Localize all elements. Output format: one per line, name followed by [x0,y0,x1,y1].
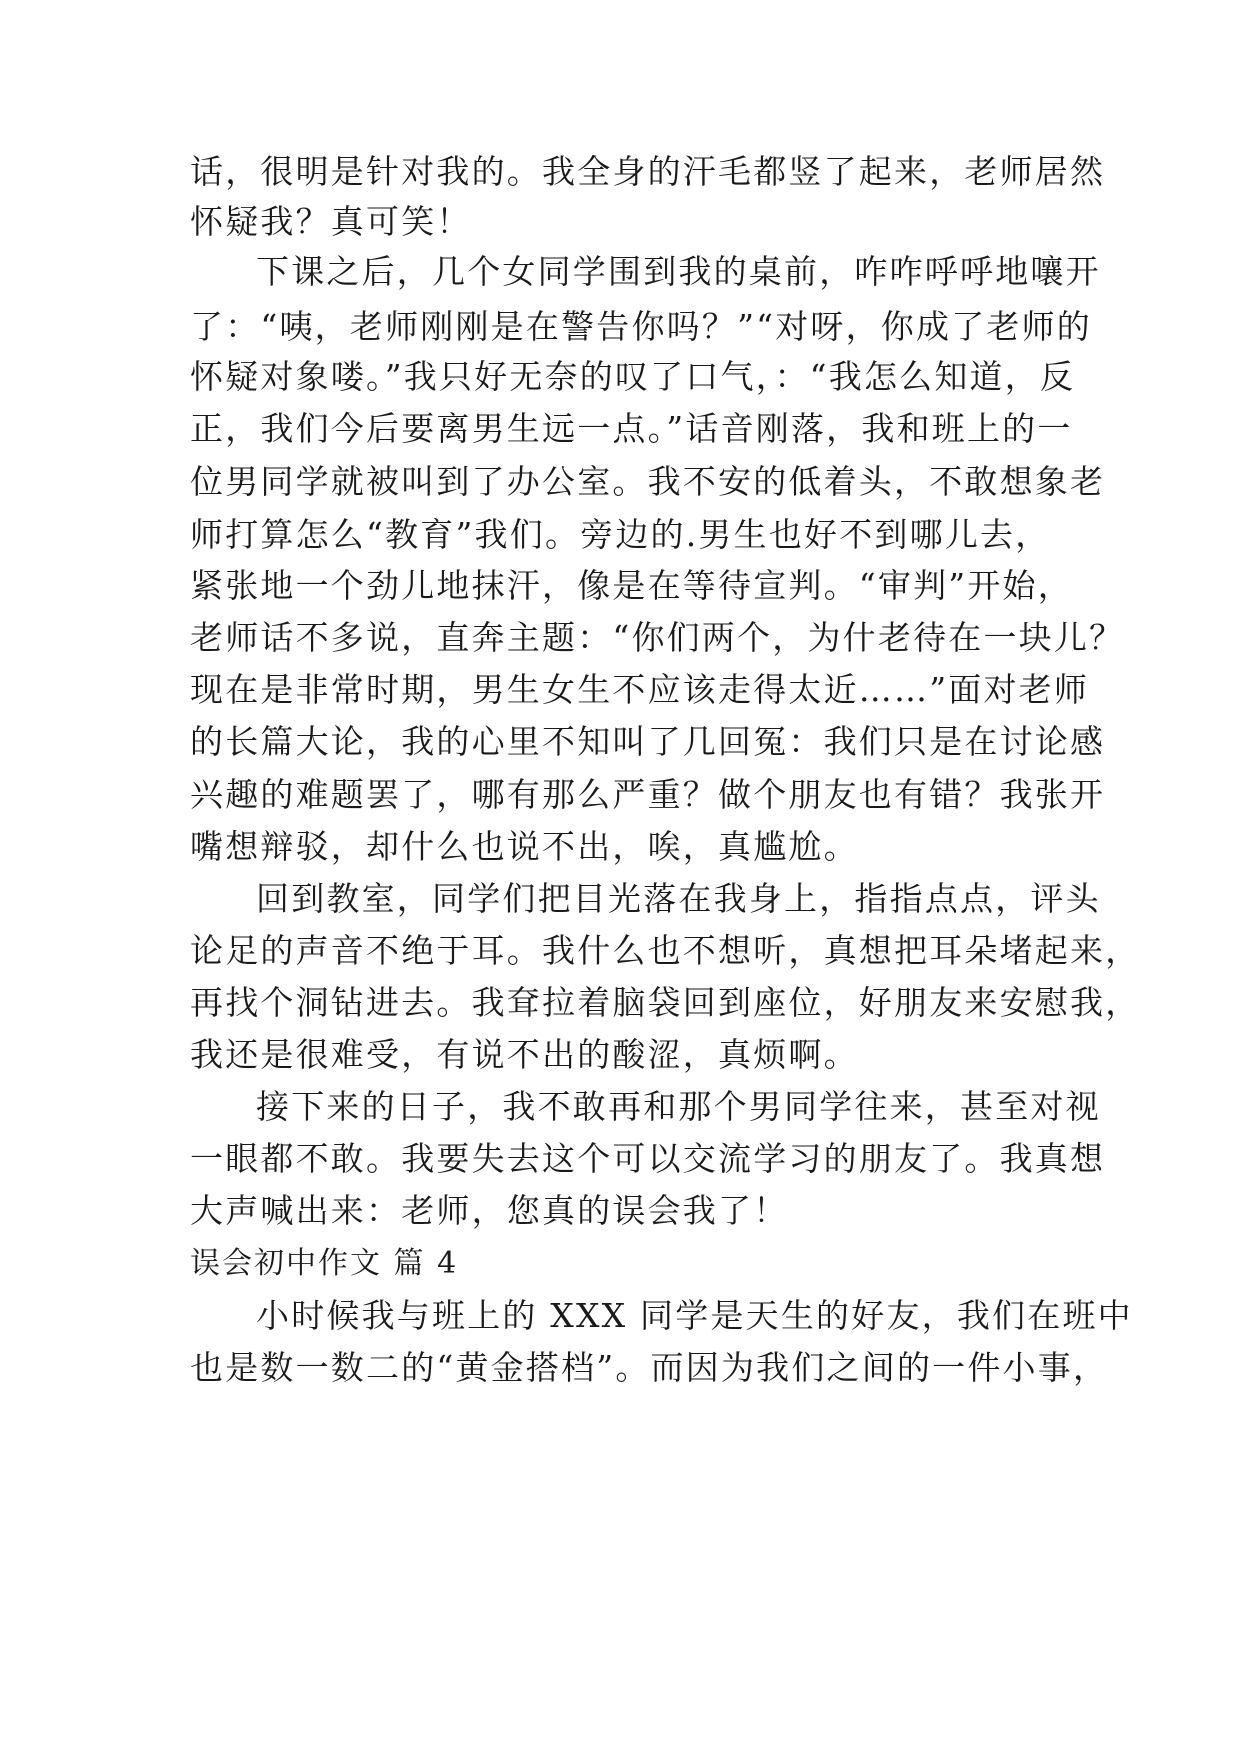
text-line: 话，很明是针对我的。我全身的汗毛都竖了起来，老师居然 [190,152,1106,191]
text-line: 紧张地一个劲儿地抹汗，像是在等待宣判。“审判”开始， [190,566,1073,605]
text-line: 正，我们今后要离男生远一点。”话音刚落，我和班上的一 [190,409,1073,448]
text-line: 怀疑对象喽。”我只好无奈的叹了口气，：“我怎么知道，反 [190,357,1076,396]
paragraph-first-line: 接下来的日子，我不敢再和那个男同学往来，甚至对视 [256,1087,1101,1126]
text-line: 一眼都不敢。我要失去这个可以交流学习的朋友了。我真想 [190,1139,1106,1178]
text-line: 怀疑我？真可笑！ [190,202,472,241]
text-line: 也是数一数二的“黄金搭档”。而因为我们之间的一件小事， [190,1348,1109,1387]
text-line: 大声喊出来：老师，您真的误会我了！ [190,1191,789,1230]
paragraph-first-line: 回到教室，同学们把目光落在我身上，指指点点，评头 [256,879,1101,918]
paragraph-first-line: 下课之后，几个女同学围到我的桌前，咋咋呼呼地嚷开 [256,252,1101,291]
text-line: 的长篇大论，我的心里不知叫了几回冤：我们只是在讨论感 [190,722,1106,761]
text-line: 了：“咦，老师刚刚是在警告你吗？”“对呀，你成了老师的 [190,307,1093,346]
text-line: 兴趣的难题罢了，哪有那么严重？做个朋友也有错？我张开 [190,775,1106,814]
paragraph-first-line: 小时候我与班上的 XXX 同学是天生的好友，我们在班中 [256,1296,1133,1335]
text-line: 现在是非常时期，男生女生不应该走得太近……”面对老师 [190,670,1090,709]
section-heading: 误会初中作文 篇 4 [190,1246,459,1281]
text-line: 嘴想辩驳，却什么也说不出，唉，真尴尬。 [190,827,859,866]
text-line: 论足的声音不绝于耳。我什么也不想听，真想把耳朵堵起来， [190,931,1141,970]
text-line: 位男同学就被叫到了办公室。我不安的低着头，不敢想象老 [190,462,1106,501]
text-line: 师打算怎么“教育”我们。旁边的.男生也好不到哪儿去， [190,515,1051,554]
text-line: 再找个洞钻进去。我耷拉着脑袋回到座位，好朋友来安慰我， [190,983,1141,1022]
text-line: 我还是很难受，有说不出的酸涩，真烦啊。 [190,1035,859,1074]
text-line: 老师话不多说，直奔主题：“你们两个，为什老待在一块儿？ [190,618,1125,657]
